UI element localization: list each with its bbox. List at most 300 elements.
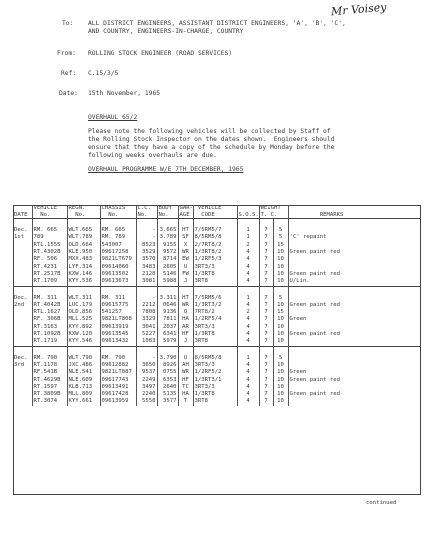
chassis-no-cell: 09612882 [100, 362, 136, 369]
remarks-cell [288, 264, 421, 271]
regn-no-cell: KYY.892 [67, 324, 100, 331]
date-cell [13, 331, 32, 338]
cc-no-cell: 3650 [136, 362, 157, 369]
weight-cwt-cell: 10 [273, 324, 288, 331]
group-spacer [13, 219, 421, 228]
vehicle-no-cell: RT.3074 [32, 398, 67, 405]
from-value: ROLLING STOCK ENGINEER (ROAD SERVICES) [88, 50, 233, 57]
cc-no-cell: 3570 [136, 256, 157, 263]
sos-cell: 4 [237, 302, 259, 309]
remarks-cell [288, 362, 421, 369]
vehicle-code-cell: 1/2RF5/2 [193, 369, 237, 376]
date-cell [13, 271, 32, 278]
vehicle-no-cell: RT.4042B [32, 302, 67, 309]
garage-cell: U [178, 355, 193, 362]
garage-cell: EW [178, 256, 193, 263]
remarks-cell [288, 324, 421, 331]
regn-no-cell: WLT.311 [67, 295, 100, 302]
table-row [13, 338, 421, 346]
weight-cwt-cell: 5 [273, 234, 288, 241]
weight-tons-cell: 7 [259, 316, 273, 323]
regn-no-cell: MLL.525 [67, 316, 100, 323]
remarks-cell [288, 338, 421, 346]
weight-tons-cell: 7 [259, 256, 273, 263]
cc-no-cell: 2128 [136, 271, 157, 278]
table-row [13, 302, 421, 309]
remarks-cell [288, 295, 421, 302]
regn-no-cell: LUC.179 [67, 302, 100, 309]
overhaul-schedule-table [13, 205, 421, 406]
date-cell: Dec. [14, 354, 28, 361]
group-spacer [13, 346, 421, 355]
continued-note: continued [366, 500, 397, 506]
table-row [13, 362, 421, 369]
remarks-cell: Green paint red [288, 391, 421, 398]
regn-no-cell: OLD.664 [67, 242, 100, 249]
vehicle-code-cell: 3RT8 [193, 398, 237, 405]
sos-cell: 4 [237, 369, 259, 376]
date-cell: Dec. [14, 227, 28, 234]
date-cell [13, 242, 32, 249]
cc-no-cell: 8523 [136, 242, 157, 249]
table-row [13, 249, 421, 256]
table-row [13, 264, 421, 271]
header-garage: GAR- AGE [179, 205, 193, 218]
regn-no-cell: LYF.314 [67, 264, 100, 271]
table-row [13, 377, 421, 384]
chassis-no-cell: 09614060 [100, 264, 136, 271]
vehicle-no-cell: RM. 665 [32, 227, 67, 234]
sos-cell: 2 [237, 242, 259, 249]
remarks-cell: Green [288, 316, 421, 323]
to-label: To: [62, 20, 74, 27]
weight-cwt-cell: 5 [273, 227, 288, 234]
weight-cwt-cell: 10 [273, 302, 288, 309]
garage-cell: FW [178, 271, 193, 278]
garage-cell: HF [178, 377, 193, 384]
body-no-cell: 2605 [157, 264, 178, 271]
weight-cwt-cell: 10 [273, 362, 288, 369]
table-row [13, 256, 421, 263]
vehicle-code-cell: 3RT8 [193, 278, 237, 286]
remarks-cell: Green paint red [288, 271, 421, 278]
body-no-cell: 9136 [157, 309, 178, 316]
group-spacer [13, 286, 421, 295]
cc-no-cell: - [136, 227, 157, 234]
date-cell [13, 384, 32, 391]
header-body: BODY No. [157, 205, 178, 219]
remarks-cell: Green paint red [288, 331, 421, 338]
vehicle-no-cell: RT.3163 [32, 324, 67, 331]
sos-cell: 4 [237, 331, 259, 338]
vehicle-code-cell: 1/2RF5/4 [193, 316, 237, 323]
remarks-cell: Green paint red [288, 249, 421, 256]
garage-cell: TC [178, 384, 193, 391]
vehicle-no-cell: RT.2517B [32, 271, 67, 278]
body-no-cell: 8926 [157, 362, 178, 369]
garage-cell: Q [178, 309, 193, 316]
date-cell [13, 316, 32, 323]
cc-no-cell: - [136, 355, 157, 362]
handwritten-signature: Mr Voisey [330, 0, 387, 19]
sos-cell: 4 [237, 338, 259, 346]
table-header-row [13, 205, 421, 219]
body-no-cell: 2640 [157, 384, 178, 391]
weight-tons-cell: 7 [259, 384, 273, 391]
weight-tons-cell: 7 [259, 391, 273, 398]
regn-no-cell: KYY.536 [67, 278, 100, 286]
remarks-cell [288, 355, 421, 362]
date-cell [13, 398, 32, 405]
header-vehicle: VEHICLE No. [32, 205, 67, 219]
sos-cell: 1 [237, 234, 259, 241]
vehicle-code-cell: 1/3RT3/1 [193, 377, 237, 384]
header-cc: C.C. No. [136, 205, 157, 219]
weight-tons-cell: 7 [259, 338, 273, 346]
vehicle-no-cell: RM. 790 [32, 355, 67, 362]
weight-cwt-cell: 15 [273, 309, 288, 316]
vehicle-code-cell: 1/3RT8 [193, 271, 237, 278]
chassis-no-cell: 09613673 [100, 278, 136, 286]
table-row [13, 384, 421, 391]
table-row [13, 234, 421, 241]
vehicle-no-cell: RT.1709 [32, 278, 67, 286]
vehicle-no-cell: RF. 306B [32, 316, 67, 323]
table-row [13, 398, 421, 405]
header-weight: WEIGHT T. C. [259, 205, 288, 219]
regn-no-cell: WLT.790 [67, 355, 100, 362]
table-row [13, 295, 421, 302]
chassis-no-cell: 543007 [100, 242, 136, 249]
garage-cell: U [178, 264, 193, 271]
body-no-cell: 3.790 [157, 355, 178, 362]
weight-tons-cell: 7 [259, 398, 273, 405]
overhaul-ref: OVERHAUL 65/2 [88, 114, 138, 121]
weight-tons-cell: 7 [259, 278, 273, 286]
garage-cell: WR [178, 369, 193, 376]
remarks-cell: Green paint red [288, 302, 421, 309]
regn-no-cell: NLE.609 [67, 377, 100, 384]
cc-no-cell: 5558 [136, 398, 157, 405]
cc-no-cell: 2240 [136, 391, 157, 398]
chassis-no-cell: 09617258 [100, 249, 136, 256]
garage-cell: SF [178, 234, 193, 241]
remarks-cell: Green [288, 369, 421, 376]
sos-cell: 4 [237, 264, 259, 271]
garage-cell: HA [178, 391, 193, 398]
regn-no-cell: WLT.665 [67, 227, 100, 234]
cc-no-cell: 3041 [136, 324, 157, 331]
body-no-cell: 3.311 [157, 295, 178, 302]
weight-tons-cell: 7 [259, 264, 273, 271]
vehicle-code-cell: 3RT8 [193, 338, 237, 346]
vehicle-no-cell: RT.3809B [32, 391, 67, 398]
sos-cell: 4 [237, 362, 259, 369]
weight-tons-cell: 7 [259, 377, 273, 384]
body-no-cell: 5135 [157, 391, 178, 398]
weight-cwt-cell: 10 [273, 384, 288, 391]
body-no-cell: 3.789 [157, 234, 178, 241]
regn-no-cell: KYY.546 [67, 338, 100, 346]
vehicle-no-cell: RM. 311 [32, 295, 67, 302]
regn-no-cell: KXW.146 [67, 271, 100, 278]
notice-line-1: Please note the following vehicles will be collected by Staff of [88, 128, 331, 135]
header-date: DATE [13, 205, 32, 219]
to-line-2: AND COUNTRY, ENGINEERS-IN-CHARGE, COUNTRY [88, 28, 244, 35]
table-row [13, 242, 421, 249]
notice-line-4: following weeks overhauls are due. [88, 152, 217, 159]
weight-cwt-cell: 10 [273, 249, 288, 256]
weight-tons-cell: 7 [259, 295, 273, 302]
vehicle-no-cell: 789 [32, 234, 67, 241]
date-cell: 3rd [14, 361, 25, 368]
weight-cwt-cell: 10 [273, 338, 288, 346]
regn-no-cell: KLB.713 [67, 384, 100, 391]
weight-tons-cell: 7 [259, 331, 273, 338]
table-row [13, 271, 421, 278]
regn-no-cell: MLL.809 [67, 391, 100, 398]
sos-cell: 1 [237, 295, 259, 302]
body-no-cell: 5979 [157, 338, 178, 346]
cc-no-cell: 3497 [136, 384, 157, 391]
vehicle-code-cell: 3RT3/3 [193, 384, 237, 391]
chassis-no-cell: RM. 790 [100, 355, 136, 362]
vehicle-no-cell: RT.1597 [32, 384, 67, 391]
remarks-cell: Green paint red [288, 377, 421, 384]
vehicle-code-cell: 3RT3/3 [193, 324, 237, 331]
vehicle-no-cell: RT.1092B [32, 331, 67, 338]
date-cell [13, 264, 32, 271]
body-no-cell: 0755 [157, 369, 178, 376]
header-vehicle-code: VEHICLE CODE [193, 205, 237, 219]
sos-cell: 4 [237, 249, 259, 256]
header-sos: S.O.S. [237, 205, 259, 219]
weight-cwt-cell: 10 [273, 264, 288, 271]
cc-no-cell: 2212 [136, 302, 157, 309]
body-no-cell: 3577 [157, 398, 178, 405]
remarks-cell [288, 242, 421, 249]
date-label: Date: [59, 90, 78, 97]
sos-cell: 4 [237, 384, 259, 391]
date-cell: 1st [14, 234, 25, 241]
garage-cell: J [178, 278, 193, 286]
chassis-no-cell: RM. 665 [100, 227, 136, 234]
remarks-cell [288, 309, 421, 316]
garage-cell: WR [178, 302, 193, 309]
date-cell [13, 391, 32, 398]
sos-cell: 2 [237, 309, 259, 316]
cc-no-cell: 2249 [136, 377, 157, 384]
weight-cwt-cell: 10 [273, 377, 288, 384]
sos-cell: 4 [237, 316, 259, 323]
table-row [13, 227, 421, 234]
weight-tons-cell: 7 [259, 242, 273, 249]
body-no-cell: 6353 [157, 377, 178, 384]
cc-no-cell: 7808 [136, 309, 157, 316]
garage-cell: AH [178, 362, 193, 369]
vehicle-code-cell: 1/3RT8 [193, 331, 237, 338]
vehicle-code-cell: 3RT3/3 [193, 362, 237, 369]
regn-no-cell: KYY.661 [67, 398, 100, 405]
table-row [13, 369, 421, 376]
vehicle-code-cell: 2/7RT8/2 [193, 242, 237, 249]
vehicle-no-cell: RTL.1627 [32, 309, 67, 316]
table-row [13, 391, 421, 398]
weight-tons-cell: 7 [259, 249, 273, 256]
table-row [13, 309, 421, 316]
regn-no-cell: MXX.483 [67, 256, 100, 263]
vehicle-no-cell: RT.1719 [32, 338, 67, 346]
regn-no-cell: KLE.950 [67, 249, 100, 256]
garage-cell: AR [178, 324, 193, 331]
table-row [13, 316, 421, 323]
vehicle-no-cell: RT.1178 [32, 362, 67, 369]
vehicle-code-cell: 7RT8/2 [193, 309, 237, 316]
garage-cell: HF [178, 331, 193, 338]
sos-cell: 4 [237, 391, 259, 398]
date-cell [13, 278, 32, 286]
sos-cell: 4 [237, 398, 259, 405]
date-cell [13, 249, 32, 256]
chassis-no-cell: 09613502 [100, 271, 136, 278]
ref-value: C.15/3/5 [88, 70, 119, 77]
vehicle-code-cell: 1/3RT8 [193, 391, 237, 398]
sos-cell: 4 [237, 278, 259, 286]
chassis-no-cell: 541257 [100, 309, 136, 316]
ref-label: Ref: [61, 70, 77, 77]
remarks-cell: U/Lin. [288, 278, 421, 286]
table-row [13, 324, 421, 331]
vehicle-no-cell: RT.4302B [32, 249, 67, 256]
date-cell [13, 256, 32, 263]
garage-cell: HT [178, 295, 193, 302]
weight-cwt-cell: 10 [273, 271, 288, 278]
chassis-no-cell: 09613545 [100, 331, 136, 338]
garage-cell: X [178, 242, 193, 249]
sos-cell: 4 [237, 256, 259, 263]
chassis-no-cell: 9821LT679 [100, 256, 136, 263]
chassis-no-cell: 09613959 [100, 398, 136, 405]
vehicle-code-cell: 8/5RM5/8 [193, 234, 237, 241]
vehicle-code-cell: 7/5RM5/6 [193, 295, 237, 302]
weight-tons-cell: 7 [259, 369, 273, 376]
body-no-cell: 2037 [157, 324, 178, 331]
cc-no-cell: 1083 [136, 338, 157, 346]
cc-no-cell: 5227 [136, 331, 157, 338]
cc-no-cell: 3329 [136, 316, 157, 323]
sos-cell: 1 [237, 227, 259, 234]
weight-cwt-cell: 5 [273, 355, 288, 362]
body-no-cell: 6341 [157, 331, 178, 338]
remarks-cell [288, 227, 421, 234]
header-regn: REGN. No. [67, 205, 100, 219]
weight-cwt-cell: 10 [273, 391, 288, 398]
body-no-cell: 9155 [157, 242, 178, 249]
sos-cell: 4 [237, 324, 259, 331]
notice-line-3: ensure that they have a copy of the schedule by Monday before the [88, 144, 335, 151]
body-no-cell: 7811 [157, 316, 178, 323]
date-cell: 2nd [14, 301, 25, 308]
cc-no-cell: - [136, 295, 157, 302]
cc-no-cell: - [136, 234, 157, 241]
chassis-no-cell: 09615775 [100, 302, 136, 309]
weight-cwt-cell: 10 [273, 398, 288, 405]
remarks-cell: 'C' repaint [288, 234, 421, 241]
date-cell: Dec. [14, 294, 28, 301]
garage-cell: T [178, 398, 193, 405]
weight-tons-cell: 7 [259, 324, 273, 331]
sos-cell: 4 [237, 271, 259, 278]
programme-title: OVERHAUL PROGRAMME W/E 7TH DECEMBER, 1965 [88, 166, 244, 173]
vehicle-no-cell: RT.4231 [32, 264, 67, 271]
weight-cwt-cell: 10 [273, 256, 288, 263]
regn-no-cell: KXW.120 [67, 331, 100, 338]
vehicle-no-cell: RT.4629B [32, 377, 67, 384]
date-cell [13, 338, 32, 346]
date-cell [13, 369, 32, 376]
weight-cwt-cell: 10 [273, 278, 288, 286]
vehicle-code-cell: 7/5RM5/7 [193, 227, 237, 234]
weight-tons-cell: 7 [259, 309, 273, 316]
body-no-cell: 5146 [157, 271, 178, 278]
body-no-cell: 0646 [157, 302, 178, 309]
table-row [13, 331, 421, 338]
table-row [13, 355, 421, 362]
vehicle-code-cell: 3RT3/3 [193, 264, 237, 271]
weight-cwt-cell: 15 [273, 242, 288, 249]
vehicle-no-cell: RF. 506 [32, 256, 67, 263]
header-remarks: REMARKS [288, 205, 421, 219]
body-no-cell: 8714 [157, 256, 178, 263]
garage-cell: WR [178, 249, 193, 256]
garage-cell: HT [178, 227, 193, 234]
date-cell [13, 309, 32, 316]
weight-cwt-cell: 10 [273, 331, 288, 338]
garage-cell: J [178, 338, 193, 346]
sos-cell: 1 [237, 355, 259, 362]
regn-no-cell: NLE.541 [67, 369, 100, 376]
body-no-cell: 9572 [157, 249, 178, 256]
vehicle-no-cell: RF.541B [32, 369, 67, 376]
table-row [13, 278, 421, 286]
vehicle-code-cell: 1/3RT8/2 [193, 249, 237, 256]
vehicle-code-cell: 1/2RF5/3 [193, 256, 237, 263]
body-no-cell: 5988 [157, 278, 178, 286]
weight-cwt-cell: 5 [273, 295, 288, 302]
cc-no-cell: 3483 [136, 264, 157, 271]
header-chassis: CHASSIS No. [100, 205, 136, 219]
weight-tons-cell: 7 [259, 355, 273, 362]
date-value: 15th November, 1965 [88, 90, 161, 97]
table-body [13, 219, 421, 406]
vehicle-code-cell: 8/5RM5/8 [193, 355, 237, 362]
remarks-cell [288, 384, 421, 391]
chassis-no-cell: 9821LT808 [100, 316, 136, 323]
garage-cell: HA [178, 316, 193, 323]
notice-line-2: the Rolling Stock Inspector on the dates shown. Engineers should [88, 136, 335, 143]
weight-tons-cell: 7 [259, 234, 273, 241]
sos-cell: 4 [237, 377, 259, 384]
chassis-no-cell: 09613491 [100, 384, 136, 391]
cc-no-cell: 3529 [136, 249, 157, 256]
cc-no-cell: 9537 [136, 369, 157, 376]
from-label: From: [57, 50, 76, 57]
regn-no-cell: JXC.486 [67, 362, 100, 369]
remarks-cell [288, 256, 421, 263]
chassis-no-cell: RM. 311 [100, 295, 136, 302]
weight-tons-cell: 7 [259, 362, 273, 369]
regn-no-cell: WLT.789 [67, 234, 100, 241]
